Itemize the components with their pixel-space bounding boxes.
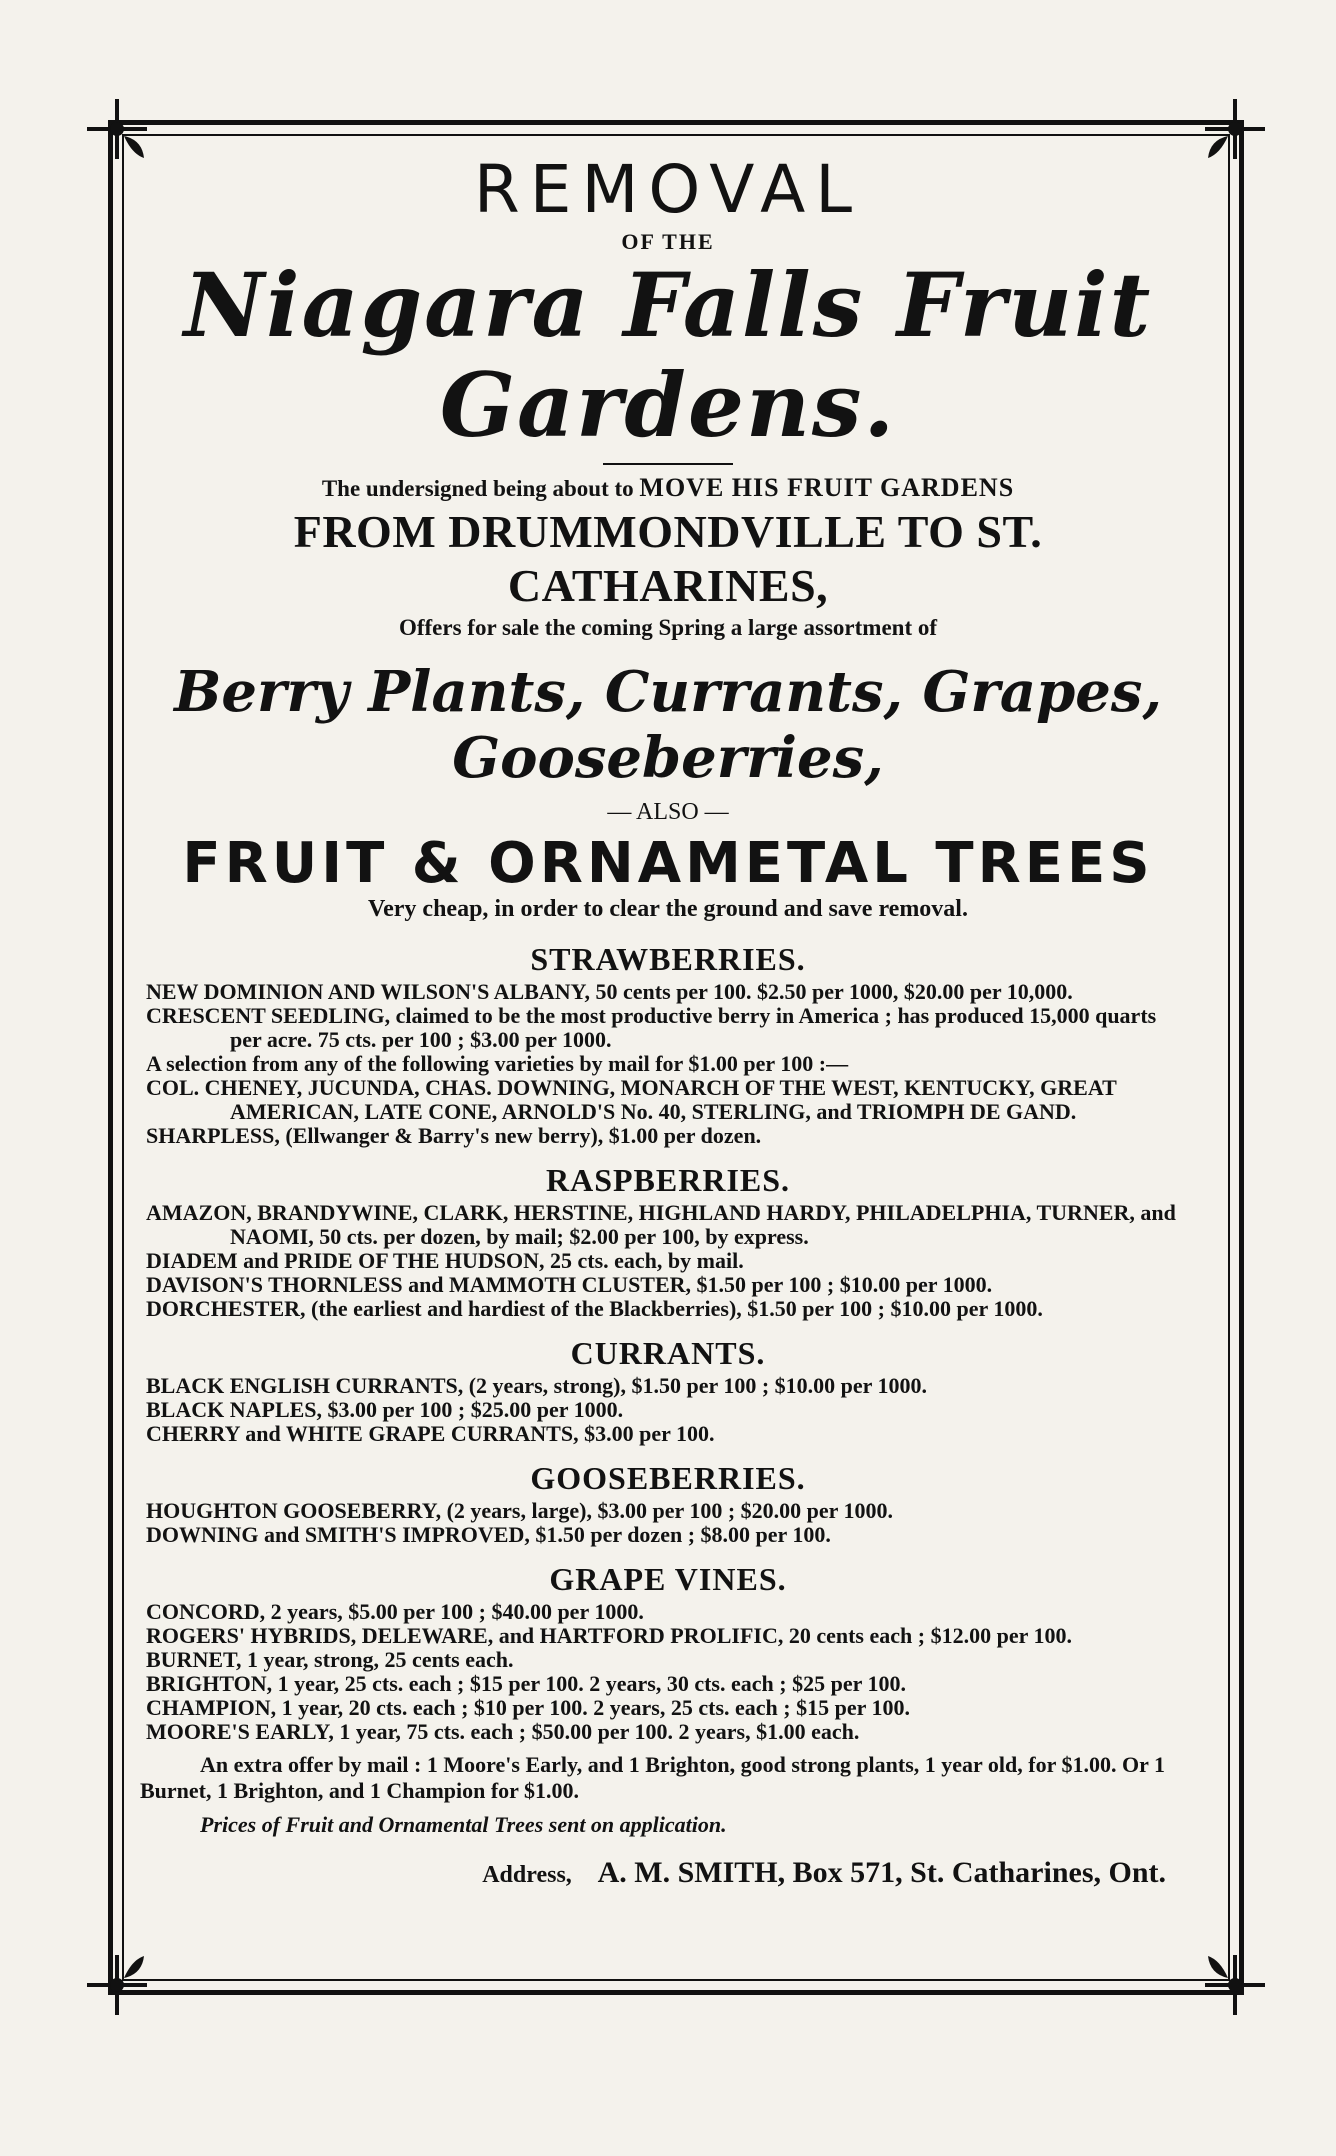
grape-vines-list (140, 1600, 1196, 1744)
section-title-currants: CURRANTS. (570, 1335, 766, 1371)
address-line (140, 1856, 1196, 1890)
corner-ornament-icon (82, 1950, 152, 2020)
intro-line (140, 473, 1196, 503)
list-item: DIADEM and PRIDE OF THE HUDSON, 25 cts. each, by mail. (146, 1248, 744, 1273)
trees-line: FRUIT & ORNAMETAL TREES (182, 831, 1154, 896)
divider (603, 463, 733, 465)
list-item: BRIGHTON, 1 year, 25 cts. each ; $15 per 100. 2 years, 30 cts. each ; $25 per 100. (146, 1671, 906, 1696)
section-title-raspberries: RASPBERRIES. (545, 1162, 791, 1198)
list-item: CHERRY and WHITE GRAPE CURRANTS, $3.00 per 100. (146, 1421, 715, 1446)
address-label: Address, (482, 1862, 572, 1888)
list-item: HOUGHTON GOOSEBERRY, (2 years, large), $3.00 per 100 ; $20.00 per 1000. (146, 1498, 894, 1523)
list-item: COL. CHENEY, JUCUNDA, CHAS. DOWNING, MONARCH OF THE WEST, KENTUCKY, GREAT AMERICAN, LATE CONE, ARNOLD'S No. 40, STERLING, and TRIOMPH DE GAND. (146, 1075, 1117, 1124)
list-item: BLACK NAPLES, $3.00 per 100 ; $25.00 per 1000. (146, 1397, 624, 1422)
garden-name: Niagara Falls Fruit Gardens. (183, 253, 1153, 457)
list-item: CONCORD, 2 years, $5.00 per 100 ; $40.00 per 1000. (146, 1599, 644, 1624)
list-item: BURNET, 1 year, strong, 25 cents each. (146, 1647, 514, 1672)
corner-ornament-icon (1200, 94, 1270, 164)
list-item: CHAMPION, 1 year, 20 cts. each ; $10 per 100. 2 years, 25 cts. each ; $15 per 100. (146, 1695, 910, 1720)
prices-note: Prices of Fruit and Ornamental Trees sent on application. (200, 1812, 727, 1837)
from-to-line: FROM DRUMMONDVILLE TO ST. CATHARINES, (293, 506, 1043, 611)
cheap-line: Very cheap, in order to clear the ground and save removal. (368, 896, 968, 922)
offers-line: Offers for sale the coming Spring a large assortment of (398, 615, 938, 640)
strawberries-list (140, 980, 1196, 1148)
list-item: AMAZON, BRANDYWINE, CLARK, HERSTINE, HIGHLAND HARDY, PHILADELPHIA, TURNER, and NAOMI, 50 cts. per dozen, by mail; $2.00 per 100, by express. (146, 1200, 1176, 1249)
gooseberries-list (140, 1499, 1196, 1547)
extra-offer: An extra offer by mail : 1 Moore's Early, and 1 Brighton, good strong plants, 1 year old, for $1.00. Or 1 Burnet, 1 Brighton, and 1 Champion for $1.00. (140, 1752, 1165, 1803)
corner-ornament-icon (82, 94, 152, 164)
list-item: DAVISON'S THORNLESS and MAMMOTH CLUSTER, $1.50 per 100 ; $10.00 per 1000. (146, 1272, 993, 1297)
list-item: DOWNING and SMITH'S IMPROVED, $1.50 per dozen ; $8.00 per 100. (146, 1522, 831, 1547)
section-title-grape-vines: GRAPE VINES. (549, 1561, 787, 1597)
list-item: A selection from any of the following varieties by mail for $1.00 per 100 :— (146, 1051, 849, 1076)
section-title-strawberries: STRAWBERRIES. (530, 941, 806, 977)
address-text: A. M. SMITH, Box 571, St. Catharines, Ont. (597, 1856, 1166, 1889)
intro-text: The undersigned being about to (321, 476, 634, 501)
currants-list (140, 1374, 1196, 1446)
list-item: ROGERS' HYBRIDS, DELEWARE, and HARTFORD PROLIFIC, 20 cents each ; $12.00 per 100. (146, 1623, 1072, 1648)
also-line: — ALSO — (607, 799, 729, 825)
advertisement-content (140, 151, 1196, 1890)
raspberries-list (140, 1201, 1196, 1321)
heading: REMOVAL (473, 151, 863, 228)
section-title-gooseberries: GOOSEBERRIES. (530, 1460, 806, 1496)
list-item: MOORE'S EARLY, 1 year, 75 cts. each ; $50.00 per 100. 2 years, $1.00 each. (146, 1719, 860, 1744)
list-item: NEW DOMINION AND WILSON'S ALBANY, 50 cents per 100. $2.50 per 1000, $20.00 per 10,000. (146, 979, 1073, 1004)
intro-caps: MOVE HIS FRUIT GARDENS (639, 473, 1015, 502)
of-the: OF THE (621, 229, 715, 254)
list-item: DORCHESTER, (the earliest and hardiest of the Blackberries), $1.50 per 100 ; $10.00 per 1000. (146, 1296, 1043, 1321)
plants-line: Berry Plants, Currants, Grapes, Gooseberries, (174, 659, 1162, 791)
list-item: BLACK ENGLISH CURRANTS, (2 years, strong), $1.50 per 100 ; $10.00 per 1000. (146, 1373, 928, 1398)
list-item: SHARPLESS, (Ellwanger & Barry's new berry), $1.00 per dozen. (146, 1123, 762, 1148)
list-item: CRESCENT SEEDLING, claimed to be the most productive berry in America ; has produced 15,000 quarts per acre. 75 cts. per 100 ; $3.00 per 1000. (146, 1003, 1157, 1052)
corner-ornament-icon (1200, 1950, 1270, 2020)
